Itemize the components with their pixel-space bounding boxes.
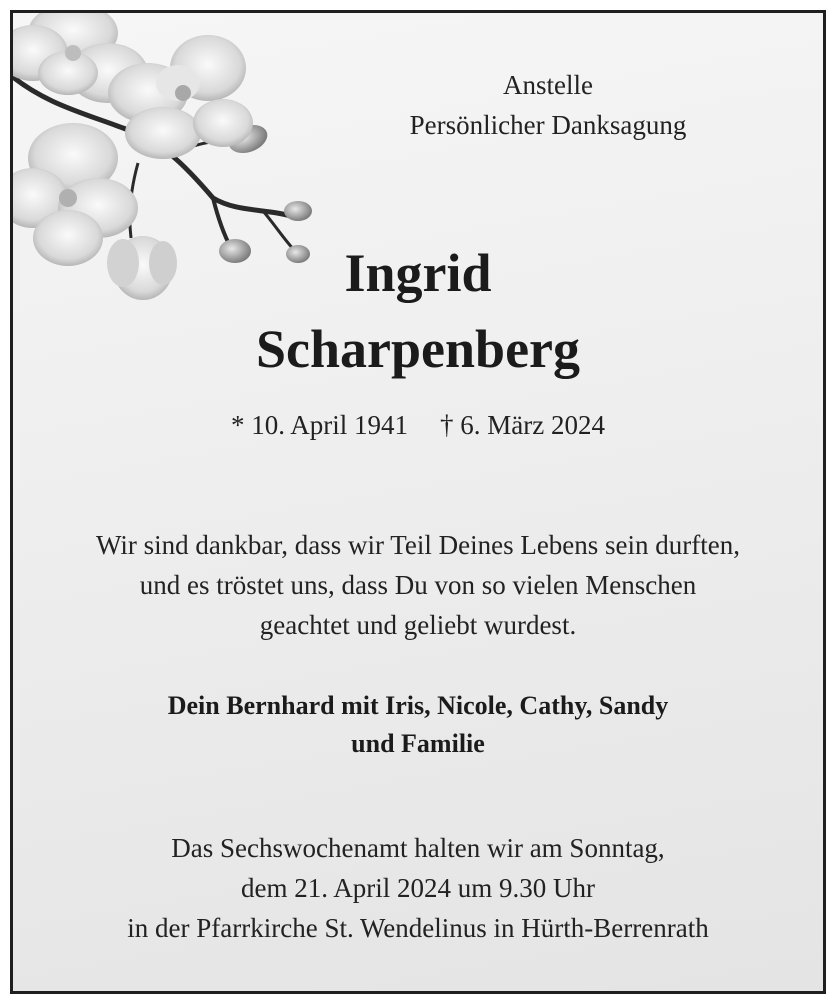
- deceased-name: [163, 235, 673, 387]
- service-line-3: in der Pfarrkirche St. Wendelinus in Hürth-Berrenrath: [127, 913, 709, 943]
- family-line-2: und Familie: [351, 729, 485, 758]
- intro-line-2: Persönlicher Danksagung: [409, 110, 687, 140]
- intro-heading: [353, 65, 743, 145]
- service-line-2: dem 21. April 2024 um 9.30 Uhr: [241, 873, 595, 903]
- memorial-service-info: [23, 828, 813, 948]
- last-name: Scharpenberg: [256, 319, 580, 379]
- family-line-1: Dein Bernhard mit Iris, Nicole, Cathy, Sandy: [167, 691, 669, 720]
- message-line-3: geachtet und geliebt wurdest.: [259, 610, 577, 640]
- gratitude-message: [23, 525, 813, 645]
- first-name: Ingrid: [344, 243, 492, 303]
- birth-date: * 10. April 1941: [231, 410, 409, 440]
- message-line-2: und es tröstet uns, dass Du von so vielen Menschen: [139, 570, 697, 600]
- message-line-1: Wir sind dankbar, dass wir Teil Deines Lebens sein durften,: [95, 530, 741, 560]
- intro-line-1: Anstelle: [503, 70, 593, 100]
- life-dates: [13, 405, 823, 445]
- obituary-card: [10, 10, 826, 994]
- death-date: † 6. März 2024: [440, 410, 605, 440]
- family-signature: [13, 687, 823, 763]
- service-line-1: Das Sechswochenamt halten wir am Sonntag,: [171, 833, 665, 863]
